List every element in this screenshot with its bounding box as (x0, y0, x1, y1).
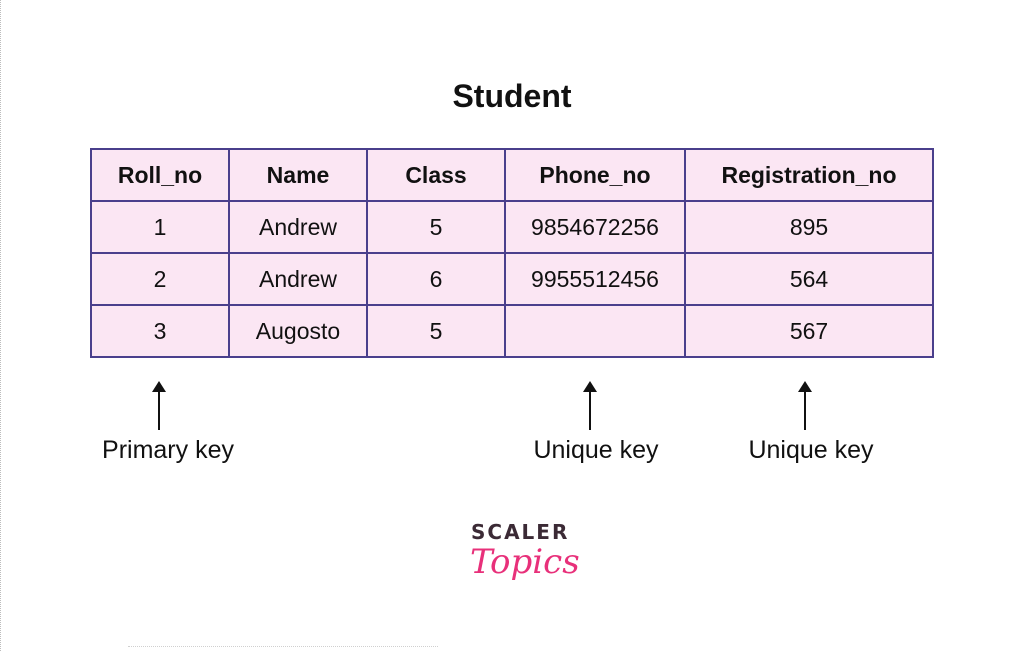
table-header-row (91, 149, 933, 201)
table-row (91, 305, 933, 357)
cell-name: Augosto (229, 305, 367, 357)
bottom-divider (128, 646, 438, 648)
cell-phone-no: 9955512456 (505, 253, 685, 305)
cell-registration-no: 567 (685, 305, 933, 357)
header-class: Class (367, 149, 505, 201)
header-name: Name (229, 149, 367, 201)
header-phone-no: Phone_no (505, 149, 685, 201)
cell-phone-no: 9854672256 (505, 201, 685, 253)
phone-unique-key-label: Unique key (533, 436, 659, 464)
primary-key-arrow-icon (158, 390, 160, 430)
primary-key-label: Primary key (102, 436, 234, 464)
cell-roll-no: 1 (91, 201, 229, 253)
cell-class: 5 (367, 201, 505, 253)
table-row (91, 253, 933, 305)
cell-name: Andrew (229, 253, 367, 305)
cell-roll-no: 3 (91, 305, 229, 357)
header-registration-no: Registration_no (685, 149, 933, 201)
header-roll-no: Roll_no (91, 149, 229, 201)
student-table (90, 148, 934, 358)
diagram-title: Student (452, 78, 572, 114)
cell-roll-no: 2 (91, 253, 229, 305)
logo-wordmark-top: SCALER (471, 520, 570, 544)
table-row (91, 201, 933, 253)
registration-unique-key-arrow-icon (804, 390, 806, 430)
registration-unique-key-label: Unique key (748, 436, 874, 464)
cell-registration-no: 564 (685, 253, 933, 305)
cell-class: 6 (367, 253, 505, 305)
cell-registration-no: 895 (685, 201, 933, 253)
cell-class: 5 (367, 305, 505, 357)
phone-unique-key-arrow-icon (589, 390, 591, 430)
logo-wordmark-bottom: Topics (470, 542, 580, 582)
cell-name: Andrew (229, 201, 367, 253)
scaler-topics-logo (462, 520, 580, 600)
cell-phone-no (505, 305, 685, 357)
